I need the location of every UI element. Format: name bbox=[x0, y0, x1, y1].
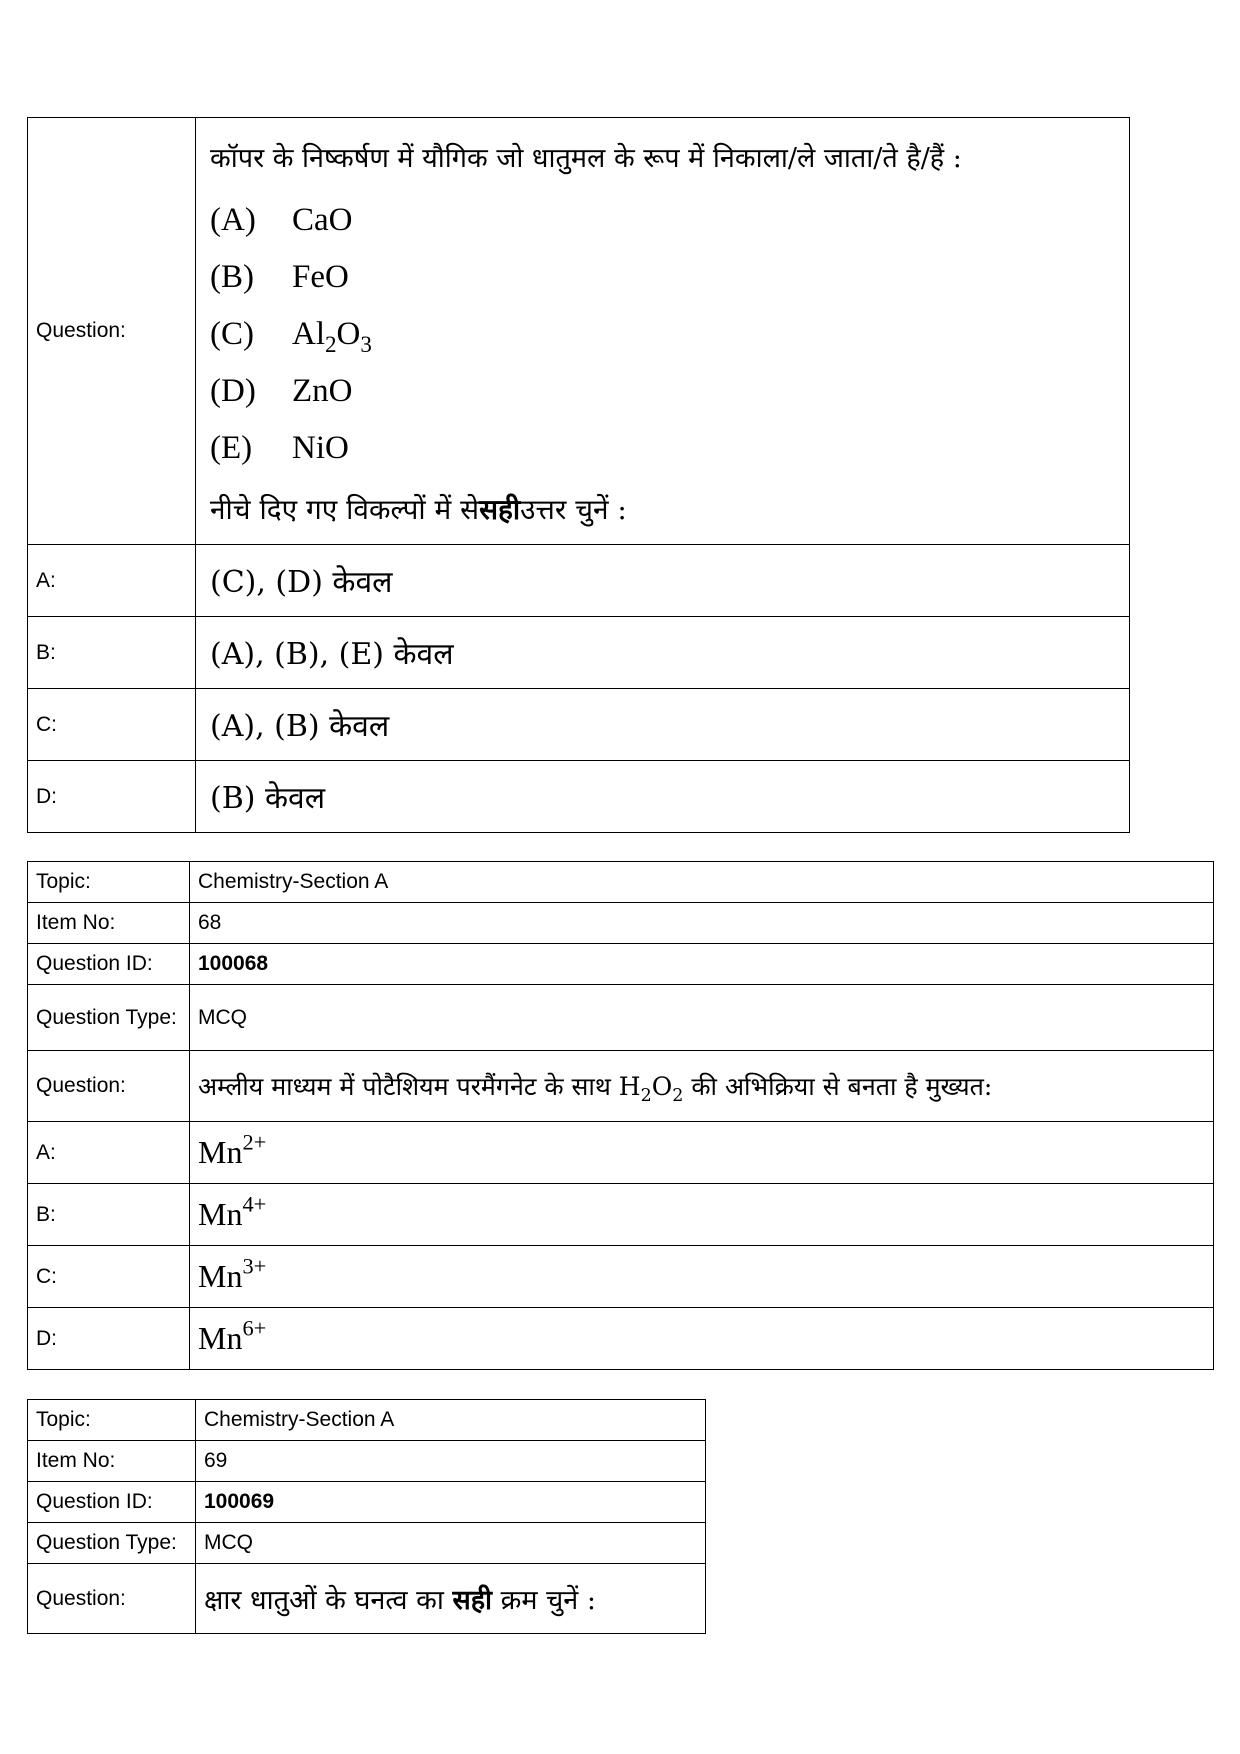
answer-option-d[interactable]: (B) केवल bbox=[196, 761, 1130, 833]
answer-option-a[interactable]: (C), (D) केवल bbox=[196, 545, 1130, 617]
option-a bbox=[210, 192, 1121, 249]
question-68-table bbox=[27, 861, 1214, 1370]
question-type-label: Question Type: bbox=[28, 985, 190, 1051]
option-formula: NiO bbox=[292, 429, 349, 466]
answer-option-b[interactable]: $Mn^{4+}$ bbox=[190, 1184, 1214, 1246]
question-type-value: MCQ bbox=[190, 985, 1214, 1051]
topic-label: Topic: bbox=[28, 862, 190, 903]
answer-option-a[interactable]: $Mn^{2+}$ bbox=[190, 1122, 1214, 1184]
topic-label: Topic: bbox=[28, 1400, 196, 1441]
question-id-value: 100068 bbox=[190, 944, 1214, 985]
answer-label: A: bbox=[28, 545, 196, 617]
question-label: Question: bbox=[28, 1051, 190, 1122]
option-formula: FeO bbox=[292, 258, 349, 295]
option-letter: (C) bbox=[210, 315, 254, 352]
answer-option-c[interactable]: $Mn^{3+}$ bbox=[190, 1246, 1214, 1308]
question-type-value: MCQ bbox=[196, 1523, 706, 1564]
question-label: Question: bbox=[28, 118, 196, 545]
option-formula: CaO bbox=[292, 201, 353, 238]
item-no-label: Item No: bbox=[28, 1441, 196, 1482]
option-letter: (B) bbox=[210, 258, 254, 295]
question-label: Question: bbox=[28, 1564, 196, 1634]
answer-label: D: bbox=[28, 761, 196, 833]
topic-value: Chemistry-Section A bbox=[196, 1400, 706, 1441]
question-type-label: Question Type: bbox=[28, 1523, 196, 1564]
question-id-label: Question ID: bbox=[28, 944, 190, 985]
question-intro: कॉपर के निष्कर्षण में यौगिक जो धातुमल के रूप में निकाला/ले जाता/ते है/हैं : bbox=[210, 143, 962, 174]
option-letter: (A) bbox=[210, 201, 256, 238]
answer-option-c[interactable]: (A), (B) केवल bbox=[196, 689, 1130, 761]
answer-option-b[interactable]: (A), (B), (E) केवल bbox=[196, 617, 1130, 689]
option-c bbox=[210, 306, 1121, 363]
item-no-value: 69 bbox=[196, 1441, 706, 1482]
question-text: क्षार धातुओं के घनत्व का सही क्रम चुनें : bbox=[196, 1564, 706, 1634]
answer-label: D: bbox=[28, 1308, 190, 1370]
option-formula: $Al_2O_3$ bbox=[292, 315, 372, 357]
option-letter: (D) bbox=[210, 372, 256, 409]
question-instruction: नीचे दिए गए विकल्पों में से सही उत्तर चुनें : bbox=[210, 492, 627, 526]
answer-option-d[interactable]: $Mn^{6+}$ bbox=[190, 1308, 1214, 1370]
option-d bbox=[210, 363, 1121, 420]
option-formula: ZnO bbox=[292, 372, 353, 409]
question-text: अम्लीय माध्यम में पोटैशियम परमैंगनेट के साथ $H_2O_2$ की अभिक्रिया से बनता है मुख्यत: bbox=[190, 1051, 1214, 1122]
topic-value: Chemistry-Section A bbox=[190, 862, 1214, 903]
option-b bbox=[210, 249, 1121, 306]
item-no-value: 68 bbox=[190, 903, 1214, 944]
answer-label: B: bbox=[28, 1184, 190, 1246]
answer-label: C: bbox=[28, 689, 196, 761]
option-e bbox=[210, 420, 1121, 477]
question-69-table bbox=[27, 1399, 706, 1634]
option-letter: (E) bbox=[210, 429, 253, 466]
question-id-label: Question ID: bbox=[28, 1482, 196, 1523]
item-no-label: Item No: bbox=[28, 903, 190, 944]
question-id-value: 100069 bbox=[196, 1482, 706, 1523]
answer-label: C: bbox=[28, 1246, 190, 1308]
question-67-table bbox=[27, 117, 1130, 833]
question-content bbox=[196, 118, 1130, 545]
answer-label: B: bbox=[28, 617, 196, 689]
answer-label: A: bbox=[28, 1122, 190, 1184]
